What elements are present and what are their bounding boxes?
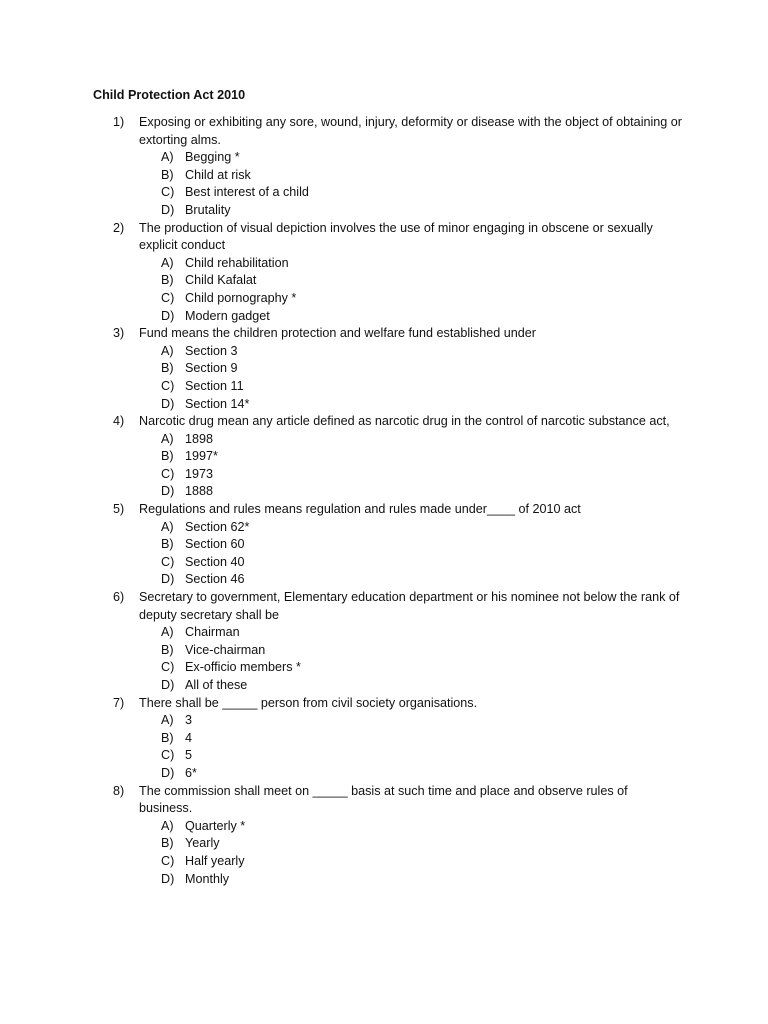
- option-letter: B): [161, 642, 174, 657]
- option-text: Section 9: [185, 361, 238, 376]
- option-letter: C): [161, 378, 175, 393]
- question-number: 4): [113, 414, 125, 429]
- question-text: Exposing or exhibiting any sore, wound, injury, deformity or disease with the object of obtaining or extorting alms.: [139, 115, 682, 147]
- answer-option: [0, 853, 768, 871]
- option-text: 3: [185, 713, 193, 728]
- question-text: There shall be _____ person from civil society organisations.: [139, 695, 478, 710]
- answer-option: [0, 255, 768, 273]
- question-number: 7): [113, 695, 125, 710]
- option-letter: A): [161, 343, 174, 358]
- option-text: 1898: [185, 431, 214, 446]
- answer-option: [0, 765, 768, 783]
- question-item: [0, 501, 768, 589]
- option-letter: A): [161, 818, 174, 833]
- answer-option: [0, 396, 768, 414]
- question-list: [0, 114, 768, 888]
- option-letter: C): [161, 748, 175, 763]
- option-letter: D): [161, 765, 175, 780]
- option-text: Section 14*: [185, 396, 250, 411]
- answer-option: [0, 554, 768, 572]
- answer-option: [0, 519, 768, 537]
- option-letter: C): [161, 660, 175, 675]
- option-letter: B): [161, 273, 174, 288]
- option-text: 6*: [185, 765, 197, 780]
- option-letter: D): [161, 202, 175, 217]
- answer-option: [0, 747, 768, 765]
- question-text: Fund means the children protection and welfare fund established under: [139, 326, 536, 341]
- answer-option: [0, 466, 768, 484]
- option-letter: B): [161, 167, 174, 182]
- question-text: The commission shall meet on _____ basis at such time and place and observe rules of business.: [139, 783, 628, 816]
- answer-option: [0, 571, 768, 589]
- question-item: [0, 220, 768, 326]
- option-letter: C): [161, 185, 175, 200]
- question-text: Secretary to government, Elementary education department or his nominee not below the rank of deputy secretary shall be: [139, 590, 680, 622]
- option-letter: A): [161, 625, 174, 640]
- question-item: [0, 589, 768, 695]
- question-text: Narcotic drug mean any article defined as narcotic drug in the control of narcotic substance act,: [139, 414, 670, 429]
- option-text: Begging *: [185, 150, 240, 165]
- answer-option: [0, 431, 768, 449]
- option-letter: D): [161, 572, 175, 587]
- answer-option: [0, 202, 768, 220]
- question-number: 6): [113, 590, 125, 605]
- option-letter: C): [161, 554, 175, 569]
- option-text: Child at risk: [185, 167, 251, 182]
- answer-option: [0, 360, 768, 378]
- question-item: [0, 325, 768, 413]
- question-number: 5): [113, 502, 125, 517]
- question-item: [0, 413, 768, 501]
- option-text: Modern gadget: [185, 308, 270, 323]
- option-text: Monthly: [185, 871, 230, 886]
- answer-option: [0, 448, 768, 466]
- option-letter: A): [161, 713, 174, 728]
- option-letter: C): [161, 290, 175, 305]
- option-letter: D): [161, 871, 175, 886]
- question-text: Regulations and rules means regulation and rules made under____ of 2010 act: [139, 502, 581, 517]
- option-text: 1888: [185, 484, 214, 499]
- question-item: [0, 695, 768, 783]
- answer-option: [0, 290, 768, 308]
- answer-option: [0, 818, 768, 836]
- option-letter: A): [161, 255, 174, 270]
- option-text: Section 62*: [185, 519, 250, 534]
- option-letter: B): [161, 537, 174, 552]
- question-number: 3): [113, 326, 125, 341]
- answer-option: [0, 730, 768, 748]
- option-letter: B): [161, 730, 174, 745]
- answer-option: [0, 712, 768, 730]
- question-item: [0, 114, 768, 220]
- answer-option: [0, 835, 768, 853]
- answer-option: [0, 272, 768, 290]
- option-letter: B): [161, 361, 174, 376]
- answer-option: [0, 308, 768, 326]
- option-text: Child rehabilitation: [185, 255, 289, 270]
- option-text: Yearly: [185, 836, 220, 851]
- option-letter: A): [161, 431, 174, 446]
- option-text: Chairman: [185, 625, 240, 640]
- answer-option: [0, 536, 768, 554]
- option-text: All of these: [185, 678, 248, 692]
- answer-option: [0, 149, 768, 167]
- option-letter: D): [161, 484, 175, 499]
- answer-option: [0, 343, 768, 361]
- option-text: Ex-officio members *: [185, 660, 301, 675]
- option-text: Section 11: [185, 378, 244, 393]
- option-text: 4: [185, 730, 193, 745]
- answer-option: [0, 677, 768, 695]
- answer-option: [0, 184, 768, 202]
- option-letter: D): [161, 678, 175, 692]
- option-text: 5: [185, 748, 193, 763]
- option-letter: B): [161, 449, 174, 464]
- question-number: 2): [113, 220, 125, 235]
- answer-option: [0, 624, 768, 642]
- option-letter: B): [161, 836, 174, 851]
- option-letter: A): [161, 519, 174, 534]
- option-text: Vice-chairman: [185, 642, 266, 657]
- option-letter: D): [161, 308, 175, 323]
- option-text: Section 3: [185, 343, 238, 358]
- question-number: 1): [113, 115, 125, 129]
- option-text: Half yearly: [185, 853, 245, 868]
- answer-option: [0, 167, 768, 185]
- answer-option: [0, 871, 768, 889]
- option-text: Quarterly *: [185, 818, 246, 833]
- question-text: The production of visual depiction involves the use of minor engaging in obscene or sexually explicit conduct: [139, 220, 653, 253]
- option-letter: C): [161, 466, 175, 481]
- option-text: Section 46: [185, 572, 245, 587]
- document-title: Child Protection Act 2010: [93, 88, 246, 102]
- option-text: Section 40: [185, 554, 245, 569]
- option-letter: A): [161, 150, 174, 165]
- option-letter: C): [161, 853, 175, 868]
- answer-option: [0, 642, 768, 660]
- option-text: Child pornography *: [185, 290, 297, 305]
- question-number: 8): [113, 783, 125, 798]
- option-letter: D): [161, 396, 175, 411]
- answer-option: [0, 659, 768, 677]
- option-text: 1973: [185, 466, 214, 481]
- option-text: Best interest of a child: [185, 185, 309, 200]
- option-text: Brutality: [185, 202, 231, 217]
- question-item: [0, 783, 768, 889]
- option-text: Section 60: [185, 537, 245, 552]
- answer-option: [0, 378, 768, 396]
- option-text: Child Kafalat: [185, 273, 257, 288]
- option-text: 1997*: [185, 449, 218, 464]
- answer-option: [0, 483, 768, 501]
